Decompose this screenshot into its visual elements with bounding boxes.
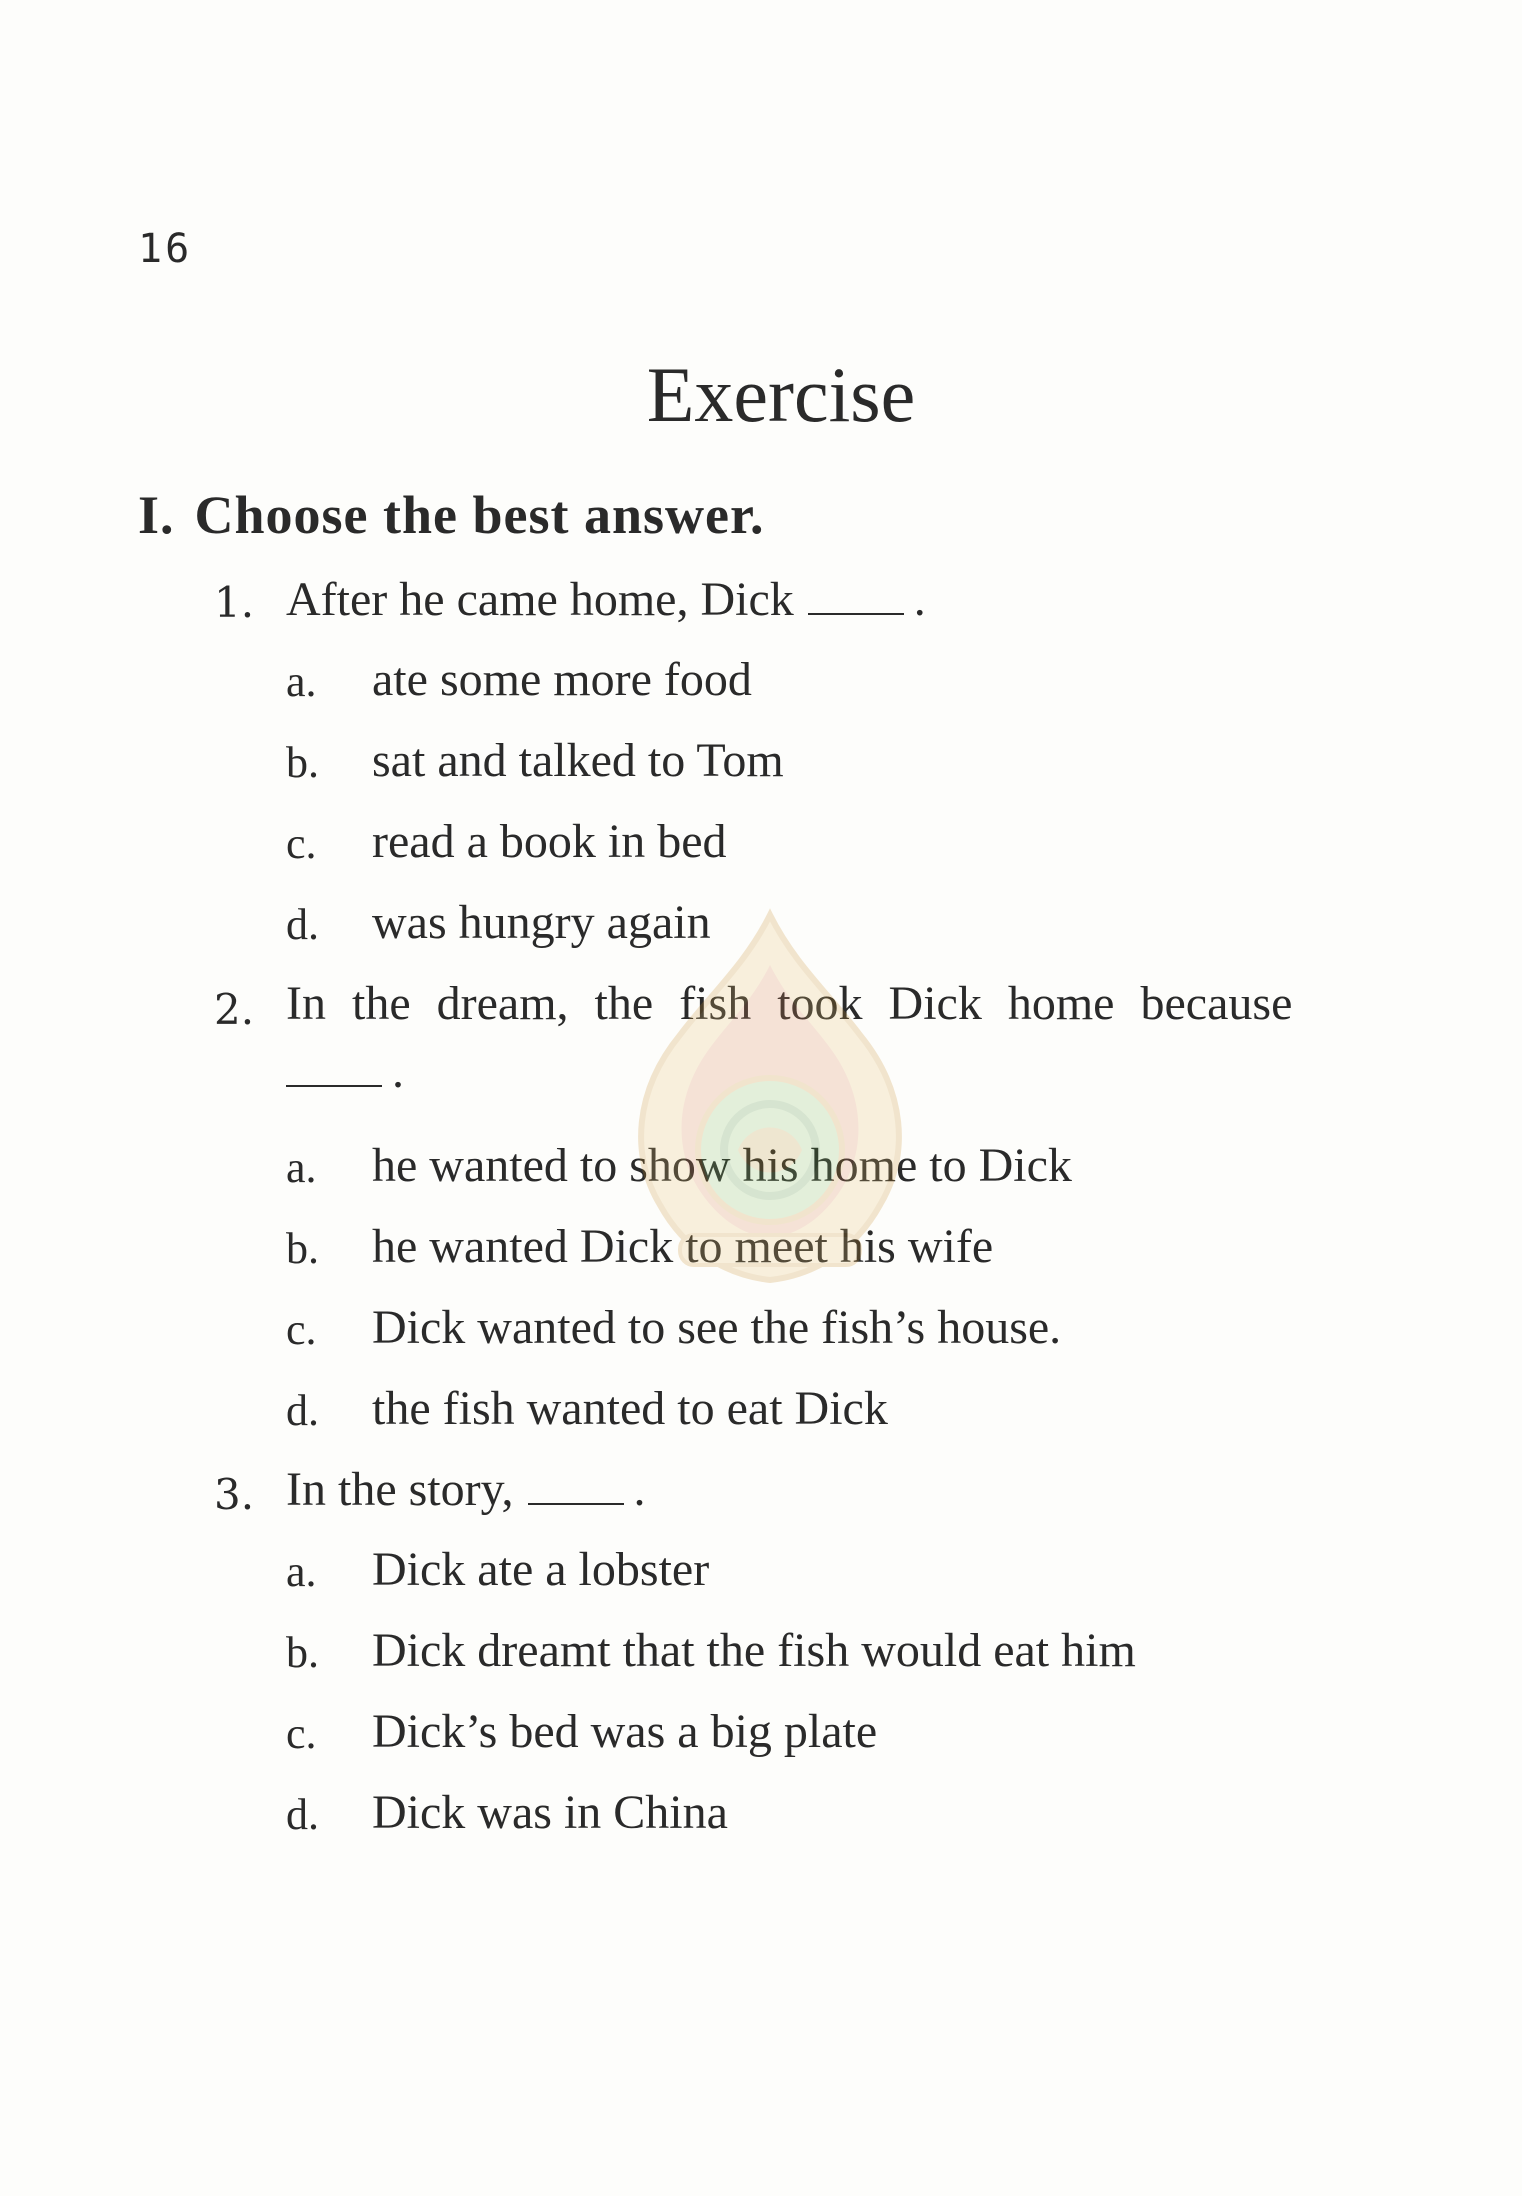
q3-option-d-letter: d. — [286, 1790, 319, 1839]
question-1-number: 1. — [214, 578, 255, 627]
question-3-end: . — [633, 1463, 646, 1516]
answer-blank — [286, 1051, 382, 1087]
q1-option-c-text: read a book in bed — [372, 815, 727, 868]
q2-option-b-text: he wanted Dick to meet his wife — [372, 1220, 994, 1273]
q3-option-a-text: Dick ate a lobster — [372, 1543, 710, 1596]
q1-option-d-text: was hungry again — [372, 896, 711, 949]
question-1-end: . — [913, 573, 926, 626]
q1-option-a-letter: a. — [286, 657, 317, 706]
question-1-stem: After he came home, Dick — [286, 573, 794, 626]
q2-option-a-letter: a. — [286, 1143, 317, 1192]
q1-option-c-letter: c. — [286, 819, 317, 868]
q3-option-a-letter: a. — [286, 1547, 317, 1596]
question-2-end: . — [392, 1045, 404, 1098]
q2-option-d-text: the fish wanted to eat Dick — [372, 1382, 888, 1435]
question-2-blank-line — [286, 1044, 404, 1099]
question-3-text — [286, 1462, 646, 1517]
q1-option-b-letter: b. — [286, 738, 319, 787]
q2-option-d-letter: d. — [286, 1386, 319, 1435]
section-heading — [138, 484, 765, 546]
q2-option-a-text: he wanted to show his home to Dick — [372, 1139, 1072, 1192]
q3-option-d-text: Dick was in China — [372, 1786, 728, 1839]
question-2-text: In the dream, the fish took Dick home because — [286, 977, 1293, 1030]
page-number: 16 — [138, 226, 193, 272]
q1-option-d-letter: d. — [286, 900, 319, 949]
question-1-text — [286, 572, 926, 627]
q1-option-a-text: ate some more food — [372, 653, 752, 706]
answer-blank — [528, 1469, 624, 1505]
q2-option-c-letter: c. — [286, 1305, 317, 1354]
section-heading-text: Choose the best answer. — [194, 485, 765, 545]
question-3-stem: In the story, — [286, 1463, 514, 1516]
q2-option-c-text: Dick wanted to see the fish’s house. — [372, 1301, 1062, 1354]
q2-option-b-letter: b. — [286, 1224, 319, 1273]
answer-blank — [808, 579, 904, 615]
q3-option-c-text: Dick’s bed was a big plate — [372, 1705, 878, 1758]
section-roman-numeral: I. — [138, 485, 175, 545]
page-title: Exercise — [646, 351, 916, 438]
q3-option-c-letter: c. — [286, 1709, 317, 1758]
q3-option-b-text: Dick dreamt that the fish would eat him — [372, 1624, 1136, 1677]
q1-option-b-text: sat and talked to Tom — [372, 734, 784, 787]
q3-option-b-letter: b. — [286, 1628, 319, 1677]
question-3-number: 3. — [214, 1470, 255, 1519]
question-2-number: 2. — [214, 985, 255, 1034]
